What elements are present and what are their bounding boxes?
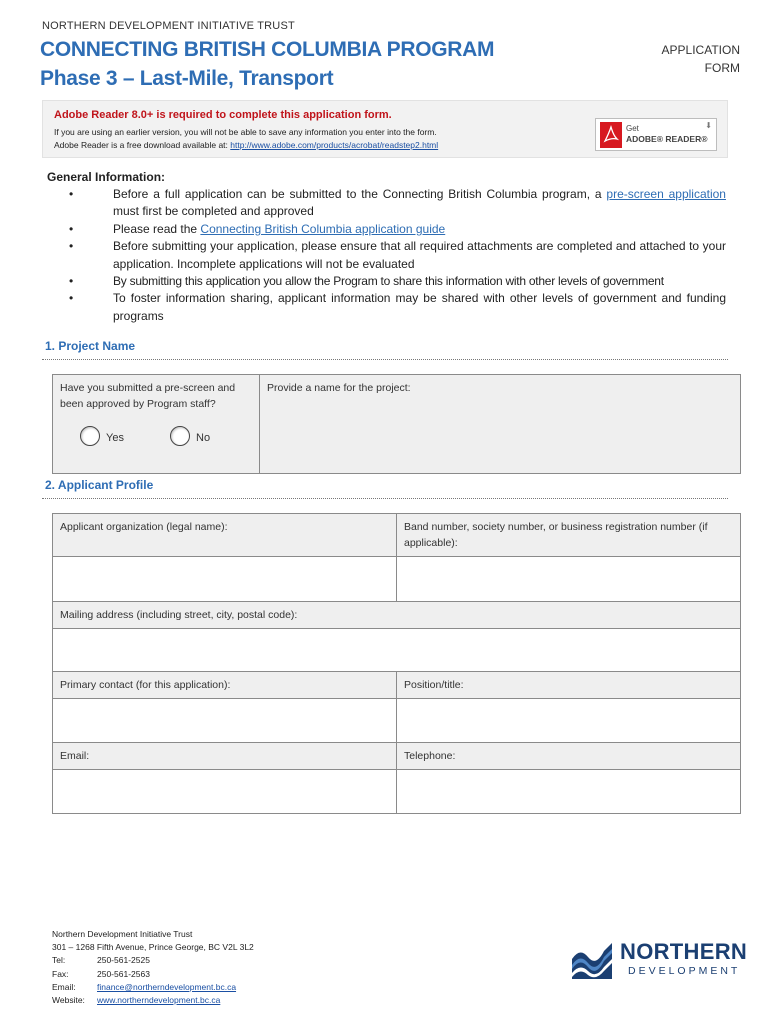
footer-tel: 250-561-2525 — [97, 955, 150, 966]
applicant-profile-table — [52, 513, 741, 814]
get-label: Get — [626, 124, 639, 133]
footer-web-link[interactable]: www.northerndevelopment.bc.ca — [97, 995, 221, 1006]
telephone-label: Telephone: — [404, 750, 456, 762]
footer-email-link[interactable]: finance@northerndevelopment.bc.ca — [97, 981, 237, 992]
email-label: Email: — [60, 750, 90, 762]
primary-contact-field[interactable] — [53, 699, 397, 743]
bullet-text: By submitting this application you allow the Program to share this information with other levels of government — [113, 274, 664, 289]
band-label-cell — [397, 514, 741, 557]
org-header: NORTHERN DEVELOPMENT INITIATIVE TRUST — [42, 20, 295, 32]
telephone-field[interactable] — [397, 770, 741, 814]
project-name-label: Provide a name for the project: — [267, 382, 411, 394]
bullet-text: Before a full application can be submitted to the Connecting British Columbia program, a — [113, 187, 607, 201]
section-2-divider — [42, 498, 728, 499]
bullet-glyph: • — [69, 221, 74, 236]
adobe-reader-label: ADOBE® READER® — [626, 134, 708, 144]
list-item — [62, 186, 726, 221]
bullet-glyph: • — [69, 274, 74, 289]
footer-email-row — [52, 981, 254, 994]
no-label: No — [196, 432, 211, 444]
footer-address: 301 – 1268 Fifth Avenue, Prince George, BC V2L 3L2 — [52, 942, 254, 953]
primary-contact-label: Primary contact (for this application): — [60, 679, 231, 691]
adobe-reader-notice — [42, 100, 728, 158]
footer-tel-label: Tel: — [52, 955, 66, 966]
phase-title: Phase 3 – Last-Mile, Transport — [40, 67, 334, 90]
bullet-glyph: • — [69, 291, 74, 306]
adobe-download-link[interactable]: http://www.adobe.com/products/acrobat/readstep2.html — [230, 140, 439, 150]
general-information-list — [62, 186, 726, 325]
download-arrow-icon: ⬇ — [705, 121, 712, 130]
footer-fax-row — [52, 968, 254, 981]
list-item — [62, 221, 726, 238]
footer-tel-row — [52, 954, 254, 967]
email-label-cell — [53, 743, 397, 770]
adobe-notice-title: Adobe Reader 8.0+ is required to complete this application form. — [54, 109, 392, 121]
footer-email-label: Email: — [52, 981, 76, 992]
footer-org: Northern Development Initiative Trust — [52, 929, 193, 939]
org-label-cell — [53, 514, 397, 557]
telephone-label-cell — [397, 743, 741, 770]
yes-label: Yes — [106, 432, 124, 444]
bullet-glyph: • — [69, 187, 74, 201]
section-1-divider — [42, 359, 728, 360]
northern-development-mountain-icon — [570, 939, 614, 981]
position-title-field[interactable] — [397, 699, 741, 743]
bullet-glyph: • — [69, 239, 74, 254]
logo-word-northern: NORTHERN — [620, 939, 748, 964]
adobe-pdf-icon — [600, 122, 622, 148]
email-field[interactable] — [53, 770, 397, 814]
footer-fax-label: Fax: — [52, 968, 69, 979]
band-number-field[interactable] — [397, 557, 741, 602]
list-item — [62, 273, 726, 290]
list-item — [62, 238, 726, 273]
document-type-line1: APPLICATION — [661, 43, 740, 57]
northern-development-logo — [570, 938, 748, 982]
bullet-text: Before submitting your application, please ensure that all required attachments are completed and attached to your application. Incomplete applications will not be evaluated — [113, 239, 726, 271]
list-item — [62, 290, 726, 325]
bullet-text: To foster information sharing, applicant information may be shared with other levels of government and funding programs — [113, 291, 726, 323]
mailing-address-field[interactable] — [53, 629, 741, 672]
logo-word-development: DEVELOPMENT — [628, 965, 741, 977]
footer-web-label: Website: — [52, 995, 85, 1006]
section-2-heading: 2. Applicant Profile — [45, 478, 154, 492]
address-label-cell — [53, 602, 741, 629]
project-name-cell[interactable] — [260, 375, 741, 474]
program-title: CONNECTING BRITISH COLUMBIA PROGRAM — [40, 38, 495, 61]
project-name-table — [52, 374, 741, 474]
prescreen-question: Have you submitted a pre-screen and been approved by Program staff? — [60, 382, 236, 410]
section-1-heading: 1. Project Name — [45, 339, 136, 353]
footer-fax: 250-561-2563 — [97, 968, 150, 979]
no-radio[interactable] — [170, 426, 190, 446]
adobe-notice-line2 — [54, 140, 438, 150]
position-label-cell — [397, 672, 741, 699]
general-information-heading: General Information: — [47, 170, 166, 184]
footer-contact — [52, 928, 254, 1007]
pre-screen-application-link[interactable]: pre-screen application — [606, 187, 726, 201]
position-title-label: Position/title: — [404, 679, 464, 691]
application-guide-link[interactable]: Connecting British Columbia application guide — [200, 221, 446, 236]
document-type — [630, 41, 740, 77]
document-type-line2: FORM — [704, 61, 740, 75]
get-adobe-reader-button[interactable] — [595, 118, 717, 151]
yes-radio[interactable] — [80, 426, 100, 446]
bullet-text: must first be completed and approved — [113, 204, 314, 219]
applicant-organization-field[interactable] — [53, 557, 397, 602]
prescreen-question-cell — [53, 375, 260, 474]
bullet-text: Please read the — [113, 221, 201, 236]
band-number-label: Band number, society number, or business registration number (if applicable): — [404, 521, 708, 549]
adobe-notice-line2-text: Adobe Reader is a free download available at: — [54, 140, 231, 150]
adobe-notice-line1: If you are using an earlier version, you will not be able to save any information you enter into the form. — [54, 127, 437, 137]
mailing-address-label: Mailing address (including street, city, postal code): — [60, 609, 298, 621]
applicant-organization-label: Applicant organization (legal name): — [60, 521, 228, 533]
footer-web-row — [52, 994, 254, 1007]
contact-label-cell — [53, 672, 397, 699]
prescreen-radio-group — [60, 412, 252, 468]
